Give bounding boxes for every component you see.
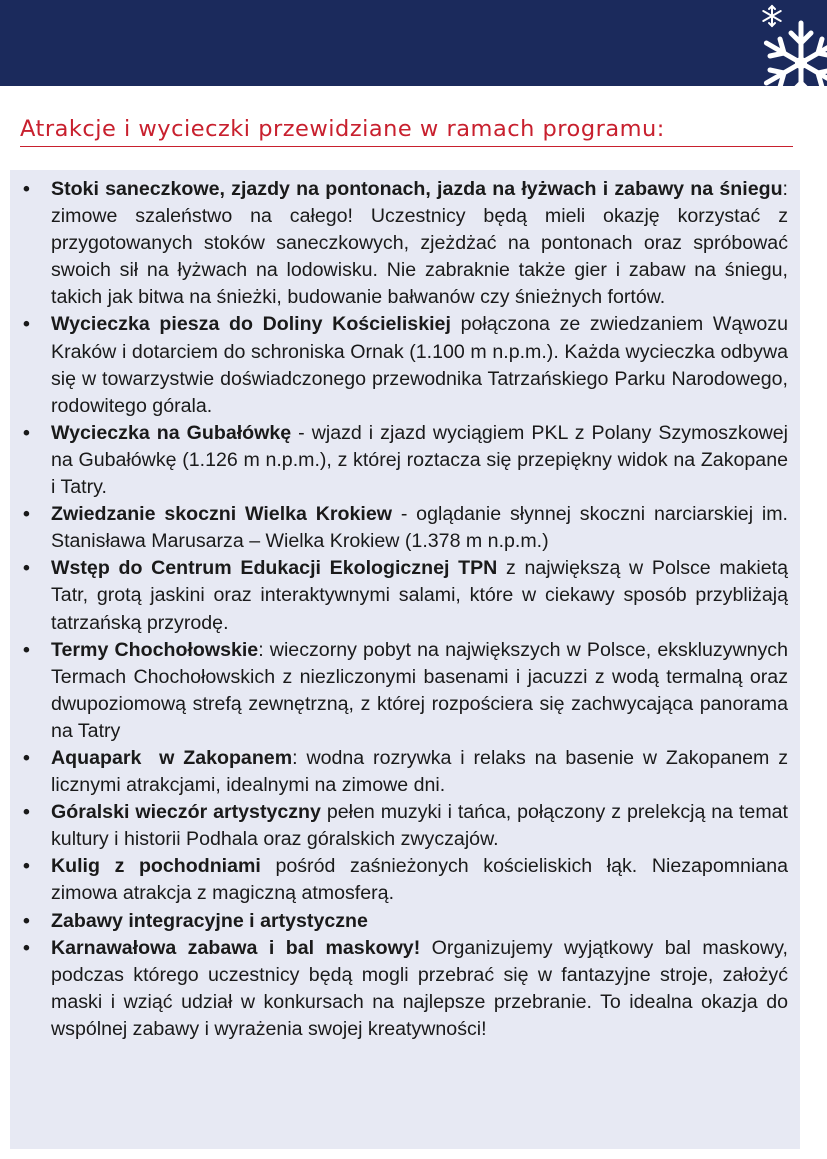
section-title <box>20 114 793 147</box>
bullet-icon: • <box>23 936 30 959</box>
bullet-icon: • <box>23 503 30 526</box>
list-item: • Stoki saneczkowe, zjazdy na pontonach, jazda na łyżwach i zabawy na śniegu: zimowe szaleństwo na całego! Uczestnicy będą mieli okazję korzystać z przygotowanych stoków saneczkowych, zjeżdżać na pontonach oraz spróbować swoich sił na łyżwach na lodowisku. Nie zabraknie także gier i zabaw na śniegu, takich jak bitwa na śnieżki, budowanie bałwanów czy śnieżnych fortów. <box>23 178 788 309</box>
snowflake-icon <box>756 18 827 86</box>
bullet-icon: • <box>23 557 30 580</box>
header-band <box>0 0 827 86</box>
list-item: • Góralski wieczór artystyczny pełen muzyki i tańca, połączony z prelekcją na temat kultury i historii Podhala oraz góralskich zwyczajów. <box>23 801 788 851</box>
bullet-icon: • <box>23 421 30 444</box>
list-item: • Zabawy integracyjne i artystyczne <box>20 908 788 935</box>
bullet-icon: • <box>23 909 30 932</box>
bullet-icon: • <box>23 801 30 824</box>
bullet-icon: • <box>23 855 30 878</box>
page-title: Atrakcje i wycieczki przewidziane w ramach programu: <box>20 114 793 147</box>
list-item: • Wycieczka na Gubałówkę - wjazd i zjazd wyciągiem PKL z Polany Szymoszkowej na Gubałówkę (1.126 m n.p.m.), z której roztacza się przepiękny widok na Zakopane i Tatry. <box>23 421 788 499</box>
bullet-icon: • <box>23 178 30 200</box>
list-item: • Termy Chochołowskie: wieczorny pobyt na największych w Polsce, ekskluzywnych Termach Chochołowskich z niezliczonymi basenami i jacuzzi z wodą termalną oraz dwupoziomową strefą zewnętrzną, z której rozpościera się zachwycająca panorama na Tatry <box>23 638 789 742</box>
list-item: • Wycieczka piesza do Doliny Kościeliskiej połączona ze zwiedzaniem Wąwozu Kraków i dotarciem do schroniska Ornak (1.100 m n.p.m.). Każda wycieczka odbywa się w towarzystwie doświadczonego przewodnika Tatrzańskiego Parku Narodowego, rodowitego górala. <box>23 313 788 417</box>
list-item: • Karnawałowa zabawa i bal maskowy! Organizujemy wyjątkowy bal maskowy, podczas którego uczestnicy będą mogli przebrać się w fantazyjne stroje, założyć maski i wziąć udział w konkursach na najlepsze przebranie. To idealna okazja do wspólnej zabawy i wyrażenia swojej kreatywności! <box>23 936 788 1040</box>
list-item: • Kulig z pochodniami pośród zaśnieżonych kościeliskich łąk. Niezapomniana zimowa atrakcja z magiczną atmosferą. <box>23 855 788 905</box>
list-item: • Zwiedzanie skoczni Wielka Krokiew - oglądanie słynnej skoczni narciarskiej im. Stanisława Marusarza – Wielka Krokiew (1.378 m n.p.m.) <box>23 503 788 553</box>
list-item: • Aquapark w Zakopanem: wodna rozrywka i relaks na basenie w Zakopanem z licznymi atrakcjami, idealnymi na zimowe dni. <box>23 746 788 797</box>
bullet-icon: • <box>23 746 30 769</box>
bullet-icon: • <box>23 313 30 336</box>
attractions-list <box>20 176 788 1043</box>
list-item: • Wstęp do Centrum Edukacji Ekologicznej TPN z największą w Polsce makietą Tatr, grotą jaskini oraz interaktywnymi salami, które w ciekawy sposób przybliżają tatrzańską przyrodę. <box>23 557 789 634</box>
bullet-icon: • <box>23 638 30 661</box>
